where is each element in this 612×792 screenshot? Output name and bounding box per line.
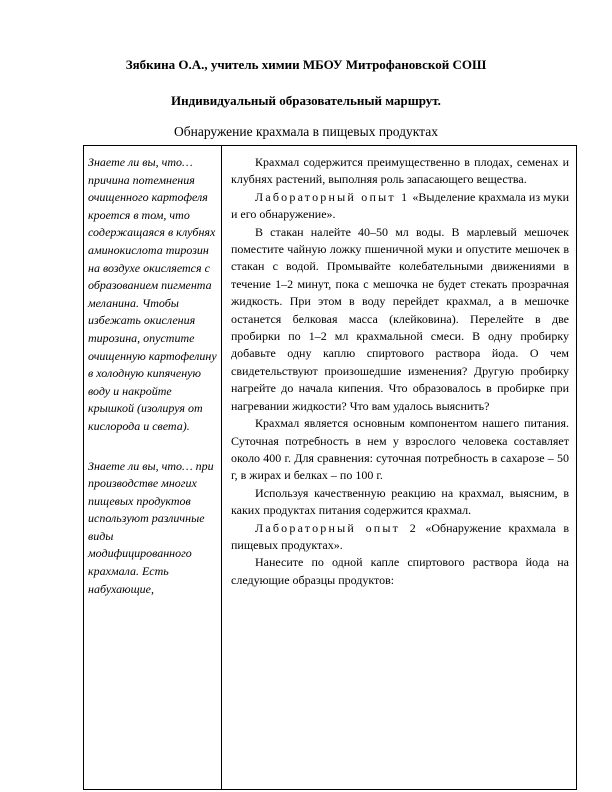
sidebar-cell xyxy=(84,146,222,790)
table-row xyxy=(84,146,577,790)
experiment-1-title: «Выделение крахмала из муки и его обнаружение». xyxy=(231,189,570,222)
experiment-1-heading xyxy=(231,189,569,224)
content-table xyxy=(83,145,577,790)
did-you-know-note-1: Знаете ли вы, что… причина потемнения очищенного картофеля кроется в том, что содержащаяся в клубнях аминокислота тирозин на воздухе окисляется с образованием пигмента меланина. Чтобы избежать окисления тирозина, опустите очищенную картофелину в холодную кипяченую воду и накройте крышкой (изолируя от кислорода и света). xyxy=(88,155,217,433)
sidebar-notes xyxy=(84,146,221,598)
experiment-2-heading xyxy=(231,520,569,555)
experiment-2-procedure: Нанесите по одной капле спиртового раствора йода на следующие образцы продуктов: xyxy=(231,555,569,587)
author-line: Зябкина О.А., учитель химии МБОУ Митрофановской СОШ xyxy=(125,57,487,72)
main-text xyxy=(222,146,576,589)
route-line: Индивидуальный образовательный маршрут. xyxy=(171,93,441,108)
experiment-2-title: «Обнаружение крахмала в пищевых продуктах». xyxy=(231,520,570,552)
reaction-paragraph: Используя качественную реакцию на крахмал, выясним, в каких продуктах питания содержится крахмал. xyxy=(231,485,569,518)
main-text-cell xyxy=(222,146,577,790)
experiment-1-procedure: В стакан налейте 40–50 мл воды. В марлевый мешочек поместите чайную ложку пшеничной муки и опустите мешочек в стакан с водой. Промывайте колебательными движениями в течение 1–2 минут, пока с мешочка не будет стекать прозрачная жидкость. При этом в воду перейдет крахмал, а в мешочке останется белковая масса (клейковина). Перелейте в две пробирки по 1–2 мл крахмальной смеси. В одну пробирку добавьте одну каплю спиртового раствора йода. О чем свидетельствуют произошедшие изменения? Другую пробирку нагрейте до начала кипения. Что образовалось в пробирке при нагревании жидкости? Что вам удалось выяснить? xyxy=(231,224,569,413)
did-you-know-note-2: Знаете ли вы, что… при производстве многих пищевых продуктов используют различные виды модифицированного крахмала. Есть набухающие, xyxy=(88,458,214,596)
experiment-1-label: Лабораторный опыт 1 xyxy=(255,189,410,204)
intro-paragraph: Крахмал содержится преимущественно в плодах, семенах и клубнях растений, выполняя роль запасающего вещества. xyxy=(231,155,569,187)
topic-title: Обнаружение крахмала в пищевых продуктах xyxy=(174,124,438,139)
experiment-2-label: Лабораторный опыт 2 xyxy=(255,520,418,535)
daily-requirement-paragraph: Крахмал является основным компонентом нашего питания. Суточная потребность в нем у взрослого человека составляет около 400 г. Для сравнения: суточная потребность в сахарозе – 50 г, в жирах и белках – по 100 г. xyxy=(231,416,569,483)
